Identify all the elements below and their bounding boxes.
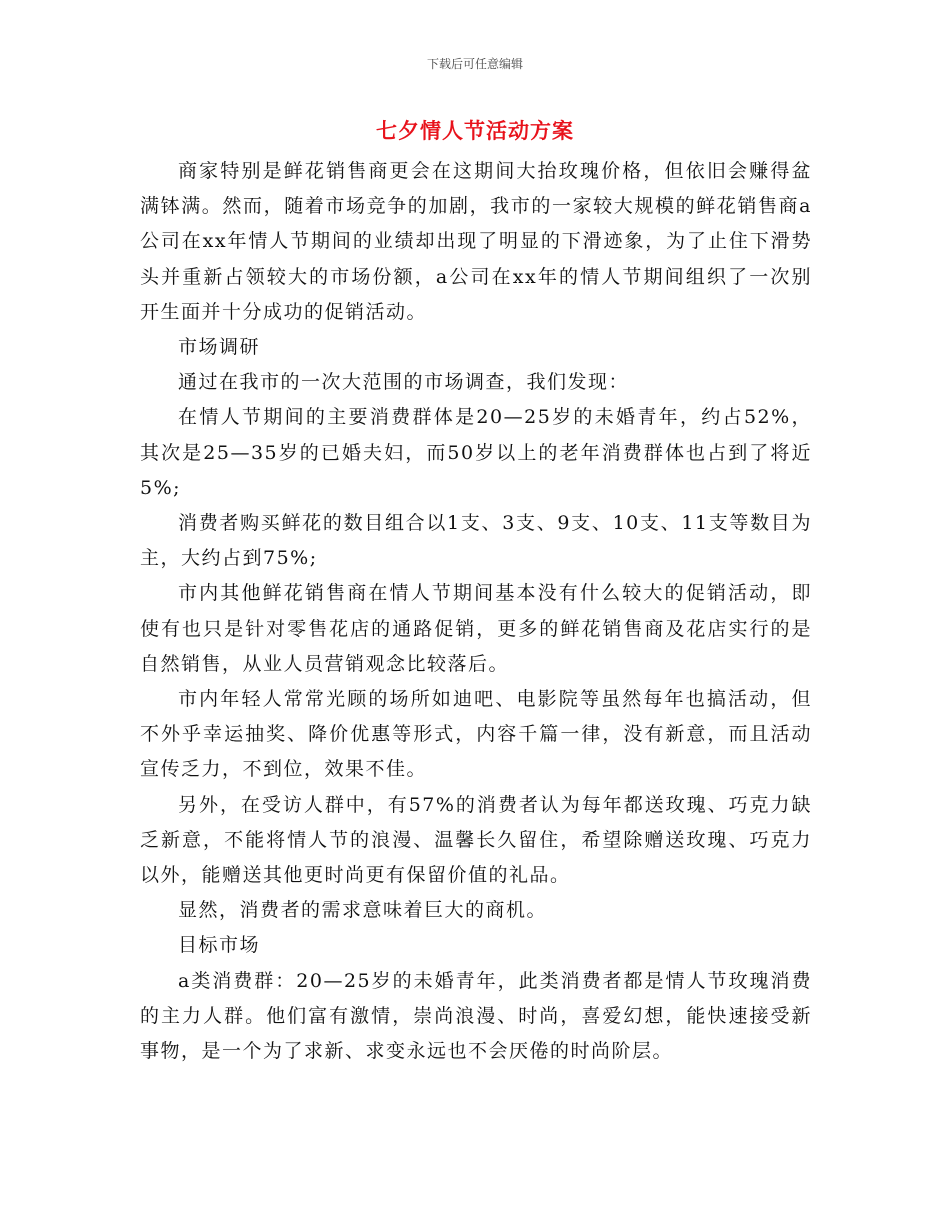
paragraph-consumer-groups: 在情人节期间的主要消费群体是20—25岁的未婚青年，约占52%，其次是25—35岁的已婚夫妇，而50岁以上的老年消费群体也占到了将近5%;	[140, 406, 812, 499]
header-note: 下载后可任意编辑	[426, 57, 523, 71]
document-title: 七夕情人节活动方案	[376, 118, 574, 143]
paragraph-survey: 通过在我市的一次大范围的市场调查，我们发现：	[178, 371, 630, 394]
paragraph-opportunity: 显然，消费者的需求意味着巨大的商机。	[178, 899, 548, 922]
heading-target-market: 目标市场	[178, 934, 261, 957]
paragraph-competitors: 市内其他鲜花销售商在情人节期间基本没有什么较大的促销活动，即使有也只是针对零售花店的通路促销，更多的鲜花销售商及花店实行的是自然销售，从业人员营销观念比较落后。	[140, 582, 812, 675]
paragraph-group-a: a类消费群：20—25岁的未婚青年，此类消费者都是情人节玫瑰消费的主力人群。他们富有激情，崇尚浪漫、时尚，喜爱幻想，能快速接受新事物，是一个为了求新、求变永远也不会厌倦的时尚阶层。	[140, 969, 812, 1063]
heading-market-research: 市场调研	[178, 336, 261, 359]
paragraph-flower-counts: 消费者购买鲜花的数目组合以1支、3支、9支、10支、11支等数目为主，大约占到75%;	[140, 512, 812, 570]
document-body	[140, 154, 812, 1069]
paragraph-venues: 市内年轻人常常光顾的场所如迪吧、电影院等虽然每年也搞活动，但不外乎幸运抽奖、降价优惠等形式，内容千篇一律，没有新意，而且活动宣传乏力，不到位，效果不佳。	[140, 688, 812, 781]
paragraph-gift-preferences: 另外，在受访人群中，有57%的消费者认为每年都送玫瑰、巧克力缺乏新意，不能将情人节的浪漫、温馨长久留住，希望除赠送玫瑰、巧克力以外，能赠送其他更时尚更有保留价值的礼品。	[140, 793, 812, 887]
paragraph-intro: 商家特别是鲜花销售商更会在这期间大抬玫瑰价格，但依旧会赚得盆满钵满。然而，随着市场竞争的加剧，我市的一家较大规模的鲜花销售商a公司在xx年情人节期间的业绩却出现了明显的下滑迹象，为了止住下滑势头并重新占领较大的市场份额，a公司在xx年的情人节期间组织了一次别开生面并十分成功的促销活动。	[140, 160, 812, 323]
